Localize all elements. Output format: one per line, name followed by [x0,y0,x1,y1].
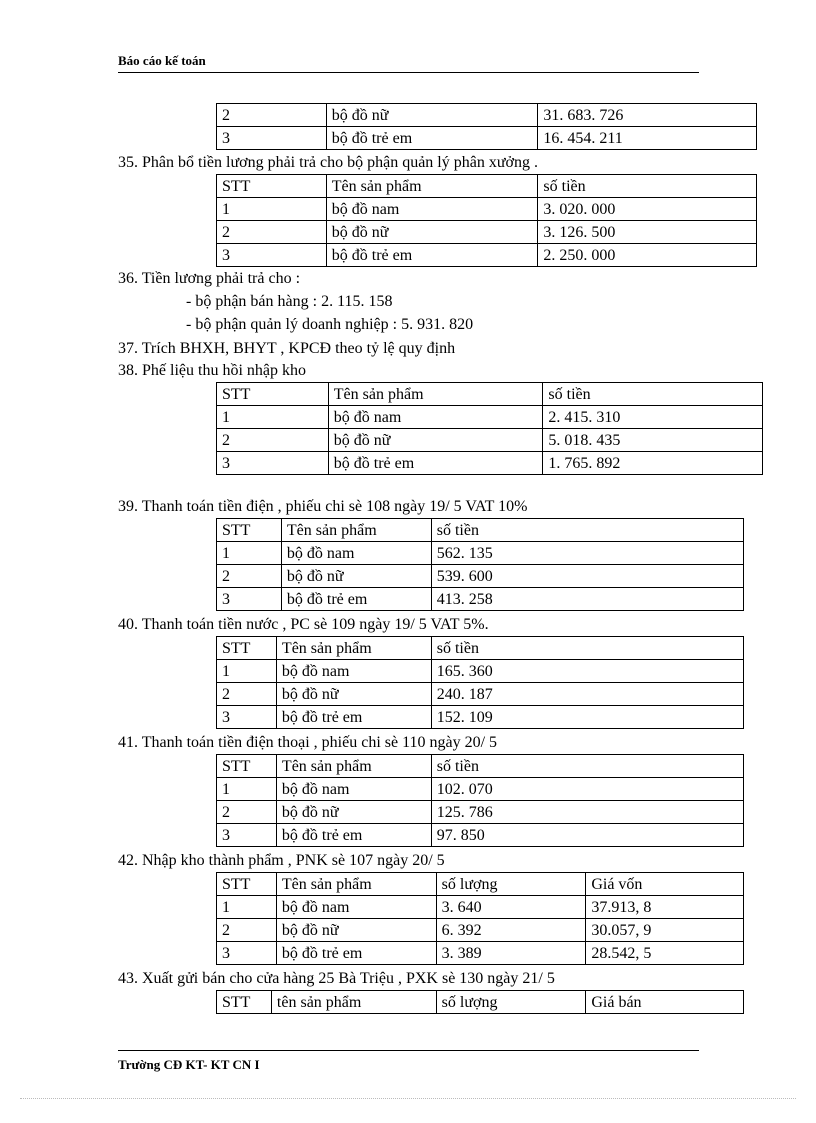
cell: 3 [217,706,277,729]
cell: bộ đồ nữ [276,683,431,706]
table-row [217,588,744,611]
header-cell: Giá vốn [586,873,744,896]
cell: 3. 389 [436,942,586,965]
cell: bộ đồ trẻ em [276,824,431,847]
s36-item: - bộ phận bán hàng : 2. 115. 158 [186,293,393,310]
cell: bộ đồ nữ [276,919,436,942]
table-header-row [217,873,744,896]
cell: 3 [217,942,277,965]
cell: 3. 640 [436,896,586,919]
cell: 1 [217,778,277,801]
cell: bộ đồ trẻ em [276,942,436,965]
cell: bộ đồ nữ [281,565,431,588]
table-row [217,778,744,801]
cell: 2 [217,221,327,244]
cell: 2 [217,919,277,942]
cell: bộ đồ nữ [326,221,538,244]
cell: bộ đồ nữ [276,801,431,824]
cell: 2 [217,801,277,824]
cell: 3 [217,824,277,847]
cell: 97. 850 [431,824,743,847]
table-row [217,104,757,127]
cell: bộ đồ trẻ em [281,588,431,611]
header-cell: Tên sản phẩm [281,519,431,542]
section-39-title: 39. Thanh toán tiền điện , phiếu chi sè 108 ngày 19/ 5 VAT 10% [118,498,528,515]
header-cell: STT [217,873,277,896]
table-row [217,198,757,221]
header-cell: Tên sản phẩm [276,637,431,660]
table-row [217,824,744,847]
section-37-title: 37. Trích BHXH, BHYT , KPCĐ theo tỷ lệ quy định [118,340,456,357]
page-edge [20,1098,796,1099]
table-row [217,429,763,452]
header-cell: STT [217,755,277,778]
header-cell: STT [217,519,282,542]
section-40-title: 40. Thanh toán tiền nước , PC sè 109 ngày 19/ 5 VAT 5%. [118,616,489,633]
cell: 1. 765. 892 [543,452,763,475]
header-cell: STT [217,991,272,1014]
cell: bộ đồ nam [276,778,431,801]
section-35-title: 35. Phân bổ tiền lương phải trả cho bộ phận quản lý phân xưởng . [118,154,538,171]
header-rule [118,72,699,73]
table-row [217,942,744,965]
header-cell: số tiền [431,637,743,660]
table-header-row [217,175,757,198]
cell: bộ đồ trẻ em [326,127,538,150]
header-cell: số tiền [538,175,757,198]
cell: bộ đồ nữ [326,104,538,127]
cell: 28.542, 5 [586,942,744,965]
table-row [217,683,744,706]
page-footer: Trường CĐ KT- KT CN I [118,1057,260,1072]
cell: 240. 187 [431,683,743,706]
cell: 2. 415. 310 [543,406,763,429]
cell: bộ đồ trẻ em [276,706,431,729]
header-cell: Tên sản phẩm [328,383,543,406]
cell: bộ đồ trẻ em [326,244,538,267]
cell: 30.057, 9 [586,919,744,942]
cell: bộ đồ nam [276,896,436,919]
table-row [217,406,763,429]
cell: 6. 392 [436,919,586,942]
header-cell: số tiền [543,383,763,406]
section-38-title: 38. Phế liệu thu hồi nhập kho [118,362,306,379]
cell: 562. 135 [431,542,743,565]
cell: 31. 683. 726 [538,104,757,127]
table-38 [216,382,763,475]
table-42 [216,872,744,965]
table-continued [216,103,757,150]
header-cell: STT [217,637,277,660]
cell: 1 [217,198,327,221]
table-35 [216,174,757,267]
header-cell: số tiền [431,755,743,778]
header-cell: Tên sản phẩm [326,175,538,198]
header-cell: số lượng [436,991,586,1014]
cell: bộ đồ nam [281,542,431,565]
section-43-title: 43. Xuất gửi bán cho cửa hàng 25 Bà Triệu , PXK sè 130 ngày 21/ 5 [118,970,555,987]
header-cell: Tên sản phẩm [276,873,436,896]
cell: 3 [217,244,327,267]
cell: 3 [217,127,327,150]
cell: 3 [217,588,282,611]
table-header-row [217,991,744,1014]
section-42-title: 42. Nhập kho thành phẩm , PNK sè 107 ngày 20/ 5 [118,852,445,869]
cell: 165. 360 [431,660,743,683]
cell: 37.913, 8 [586,896,744,919]
page-header: Báo cáo kế toán [118,53,206,68]
cell: 152. 109 [431,706,743,729]
header-cell: STT [217,175,327,198]
table-row [217,244,757,267]
section-36-title: 36. Tiền lương phải trả cho : [118,270,301,287]
header-cell: số tiền [431,519,743,542]
table-41 [216,754,744,847]
s36-item: - bộ phận quản lý doanh nghiệp : 5. 931. 820 [186,316,474,333]
table-row [217,896,744,919]
table-row [217,221,757,244]
table-header-row [217,755,744,778]
table-row [217,565,744,588]
cell: 2 [217,565,282,588]
cell: 3. 126. 500 [538,221,757,244]
cell: 413. 258 [431,588,743,611]
table-header-row [217,519,744,542]
table-row [217,919,744,942]
cell: 1 [217,896,277,919]
cell: 2 [217,683,277,706]
cell: 2 [217,104,327,127]
header-cell: STT [217,383,329,406]
cell: 3 [217,452,329,475]
cell: bộ đồ nữ [328,429,543,452]
cell: 539. 600 [431,565,743,588]
table-row [217,542,744,565]
table-row [217,706,744,729]
cell: 1 [217,406,329,429]
cell: 2. 250. 000 [538,244,757,267]
footer-rule [118,1050,699,1051]
table-row [217,660,744,683]
header-cell: Giá bán [586,991,744,1014]
section-41-title: 41. Thanh toán tiền điện thoại , phiếu chi sè 110 ngày 20/ 5 [118,734,498,751]
cell: 2 [217,429,329,452]
cell: bộ đồ nam [326,198,538,221]
cell: bộ đồ nam [276,660,431,683]
cell: 3. 020. 000 [538,198,757,221]
cell: 5. 018. 435 [543,429,763,452]
cell: 125. 786 [431,801,743,824]
table-header-row [217,383,763,406]
cell: 1 [217,660,277,683]
header-cell: tên sản phẩm [271,991,436,1014]
header-cell: Tên sản phẩm [276,755,431,778]
header-cell: số lượng [436,873,586,896]
table-43 [216,990,744,1014]
table-header-row [217,637,744,660]
cell: bộ đồ nam [328,406,543,429]
cell: 1 [217,542,282,565]
cell: 102. 070 [431,778,743,801]
cell: 16. 454. 211 [538,127,757,150]
table-row [217,127,757,150]
table-40 [216,636,744,729]
cell: bộ đồ trẻ em [328,452,543,475]
table-39 [216,518,744,611]
table-row [217,801,744,824]
table-row [217,452,763,475]
